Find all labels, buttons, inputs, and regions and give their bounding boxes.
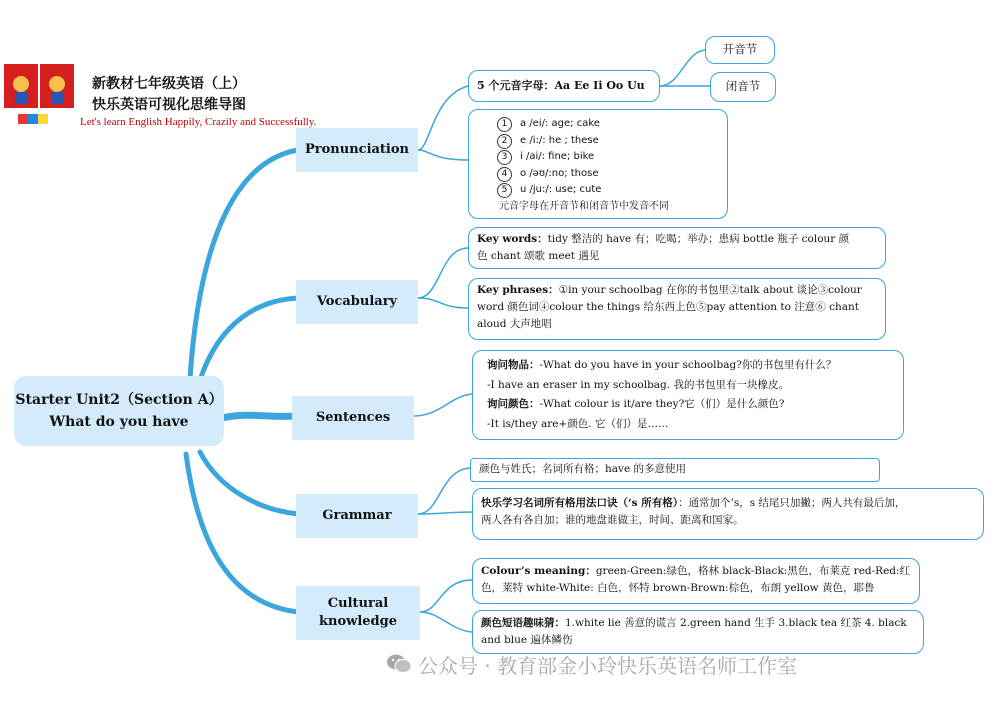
item-number: 5 — [497, 183, 512, 198]
key-phrases-text: word 颜色词④colour the things 给东西上色⑤pay attention to 注意⑥ chant — [477, 301, 859, 313]
key-phrases-text: ①in your schoolbag 在你的书包里②talk about 谈论③colour — [558, 284, 862, 296]
grammar-topics-box: 颜色与姓氏；名词所有格；have 的多意使用 — [470, 458, 880, 482]
item-text: o /əʊ/:no; those — [520, 167, 599, 179]
key-phrases-text: aloud 大声地唱 — [477, 318, 552, 330]
grammar-rule-text: ：通常加个’s，s 结尾只加撇；两人共有最后加， — [677, 497, 906, 509]
vowel-letters-box: 5 个元音字母：Aa Ee Ii Oo Uu — [468, 70, 660, 102]
key-words-text: 色 chant 颂歌 meet 遇见 — [477, 250, 600, 262]
watermark — [386, 650, 797, 678]
header-title-line2: 快乐英语可视化思维导图 — [92, 97, 246, 113]
colour-phrase-label: 颜色短语趣味猜： — [481, 617, 565, 629]
grammar-rule-label: 快乐学习名词所有格用法口诀（‘s 所有格） — [481, 497, 678, 509]
vowel-sound-item — [497, 149, 727, 166]
item-text: e /i:/: he ; these — [520, 134, 599, 146]
grammar-rule-text: 两人各有各自加；谁的地盘谁做主，时间、距离和国家。 — [481, 514, 744, 526]
branch-sentences — [292, 396, 414, 440]
vowel-note: 元音字母在开音节和闭音节中发音不同 — [499, 200, 669, 212]
ask-colour-answer: -It is/they are+颜色. 它（们）是…… — [487, 417, 669, 430]
item-number: 4 — [497, 167, 512, 182]
ask-items-answer: -I have an eraser in my schoolbag. 我的书包里有一块橡皮。 — [487, 378, 789, 391]
ask-items-question: -What do you have in your schoolbag?你的书包里有什么？ — [539, 359, 837, 371]
item-number: 3 — [497, 150, 512, 165]
center-line2: What do you have — [49, 414, 189, 430]
sentences-box — [472, 350, 904, 440]
key-words-text: tidy 整洁的 have 有；吃喝；举办；患病 bottle 瓶子 colour 颜 — [547, 233, 850, 245]
item-number: 2 — [497, 134, 512, 149]
colour-meaning-text: green-Green:绿色，格林 black-Black:黑色，布莱克 red-Red:红 — [595, 565, 911, 577]
ask-colour-label: 询问颜色： — [487, 398, 540, 410]
ask-items-label: 询问物品： — [487, 359, 540, 371]
center-line1: Starter Unit2（Section A） — [15, 392, 223, 408]
vowel-sounds-box — [468, 109, 728, 219]
key-words-label: Key words： — [477, 233, 548, 245]
branch-cultural-label: Cultural knowledge — [319, 596, 397, 629]
center-topic — [14, 376, 224, 446]
item-text: u /ju:/: use; cute — [520, 184, 602, 195]
colour-meaning-text: 色，莱特 white-White: 白色，怀特 brown-Brown:棕色，布朗 yellow 黄色，耶鲁 — [481, 582, 875, 594]
header-slogan: Let's learn English Happily, Crazily and Successfully. — [80, 116, 317, 128]
wechat-icon — [386, 653, 412, 675]
closed-syllable-box: 闭音节 — [710, 72, 776, 102]
vowel-sound-item — [497, 182, 727, 199]
colour-phrase-box — [472, 610, 924, 654]
open-syllable-box: 开音节 — [705, 36, 775, 64]
branch-pronunciation-label: Pronunciation — [305, 142, 409, 157]
colour-phrase-text: and blue 遍体鳞伤 — [481, 634, 573, 646]
branch-grammar-label: Grammar — [322, 508, 392, 523]
branch-cultural — [296, 586, 420, 640]
watermark-text: 公众号 · 教育部金小玲快乐英语名师工作室 — [418, 653, 798, 678]
grammar-rule-box — [472, 488, 984, 540]
key-phrases-label: Key phrases： — [477, 284, 559, 296]
branch-vocabulary — [296, 280, 418, 324]
colour-meaning-box — [472, 558, 920, 604]
colour-meaning-label: Colour’s meaning： — [481, 565, 596, 577]
logo-image — [4, 62, 74, 132]
key-words-box — [468, 227, 886, 269]
colour-phrase-text: 1.white lie 善意的谎言 2.green hand 生手 3.black tea 红茶 4. black — [565, 617, 907, 629]
branch-vocabulary-label: Vocabulary — [316, 294, 398, 309]
branch-pronunciation — [296, 128, 418, 172]
item-number: 1 — [497, 117, 512, 132]
key-phrases-box — [468, 278, 886, 340]
branch-sentences-label: Sentences — [315, 410, 391, 425]
header-title-line1: 新教材七年级英语（上） — [92, 76, 246, 92]
vowel-sound-item — [497, 166, 727, 183]
item-text: a /ei/: age; cake — [520, 118, 600, 129]
vowel-sound-item — [497, 133, 727, 150]
branch-grammar — [296, 494, 418, 538]
item-text: i /ai/: fine; bike — [520, 151, 595, 162]
vowel-sound-item — [497, 116, 727, 133]
ask-colour-question: -What colour is it/are they?它（们）是什么颜色? — [539, 398, 785, 410]
